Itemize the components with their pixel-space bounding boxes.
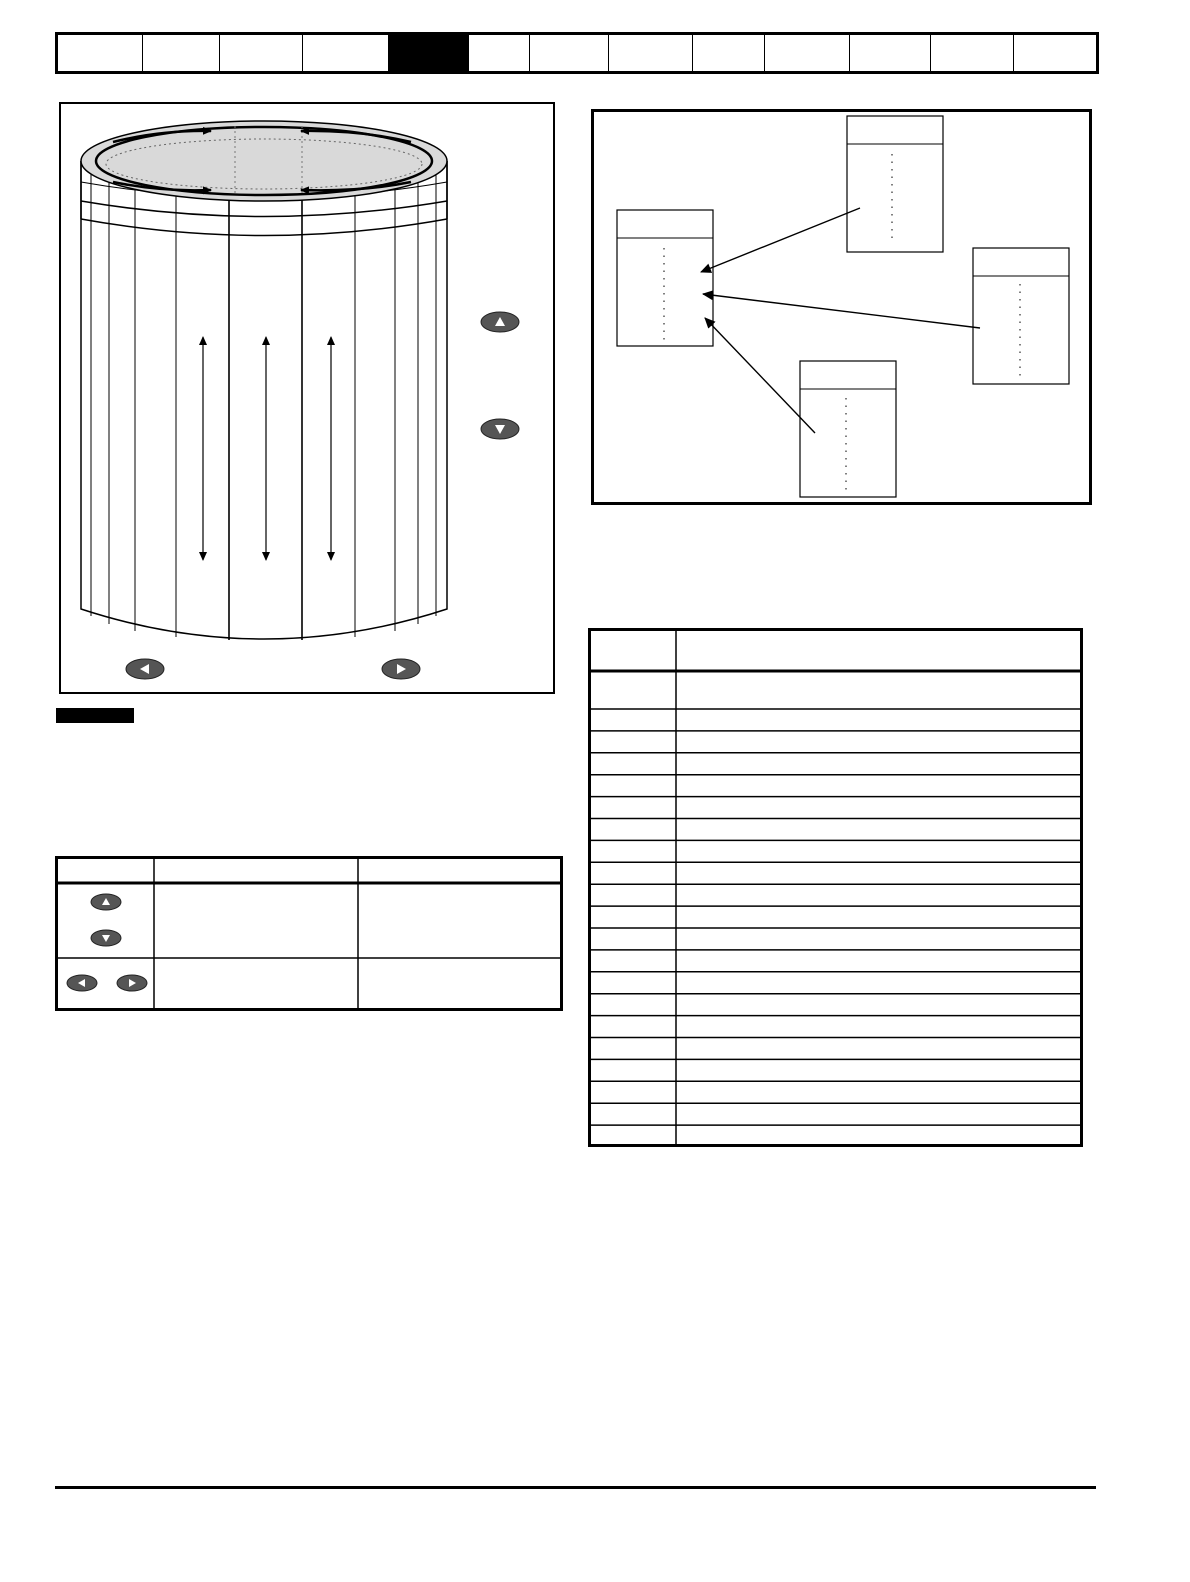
up-key-icon[interactable] [91, 894, 121, 910]
section-tab[interactable] [1014, 35, 1096, 71]
section-tab[interactable] [530, 35, 609, 71]
menu-box-source [973, 248, 1069, 384]
key-function-table [55, 856, 563, 1011]
cylinder-diagram [61, 104, 552, 691]
menu-link-svg [594, 112, 1089, 502]
section-tab[interactable] [850, 35, 931, 71]
section-tab[interactable] [143, 35, 220, 71]
link-arrow [703, 294, 980, 328]
menu-link-diagram [591, 109, 1092, 505]
left-key-icon[interactable] [126, 659, 164, 679]
down-key-icon[interactable] [91, 930, 121, 946]
section-tab[interactable] [693, 35, 765, 71]
section-tab[interactable] [609, 35, 693, 71]
down-key-icon[interactable] [481, 419, 519, 439]
right-key-icon[interactable] [117, 975, 147, 991]
figure-caption-bar [56, 708, 134, 723]
key-table-grid [58, 859, 560, 1008]
section-tab-active[interactable] [389, 35, 469, 71]
menu-box-destination [617, 210, 713, 346]
section-tab[interactable] [58, 35, 143, 71]
menu-cylinder-figure [59, 102, 555, 694]
footer-rule [55, 1486, 1096, 1489]
menu-table-grid [591, 631, 1080, 1144]
menu-description-table [588, 628, 1083, 1147]
section-tab[interactable] [469, 35, 530, 71]
section-tab[interactable] [220, 35, 303, 71]
menu-box-source [847, 116, 943, 252]
cylinder-top [81, 121, 447, 201]
link-arrow [701, 208, 860, 272]
left-key-icon[interactable] [67, 975, 97, 991]
link-arrow [705, 318, 815, 433]
right-key-icon[interactable] [382, 659, 420, 679]
section-tab[interactable] [931, 35, 1014, 71]
section-tab[interactable] [303, 35, 389, 71]
up-key-icon[interactable] [481, 312, 519, 332]
menu-box-source [800, 361, 896, 497]
cylinder-body [81, 161, 447, 640]
section-tab[interactable] [765, 35, 850, 71]
section-tab-bar [55, 32, 1099, 74]
